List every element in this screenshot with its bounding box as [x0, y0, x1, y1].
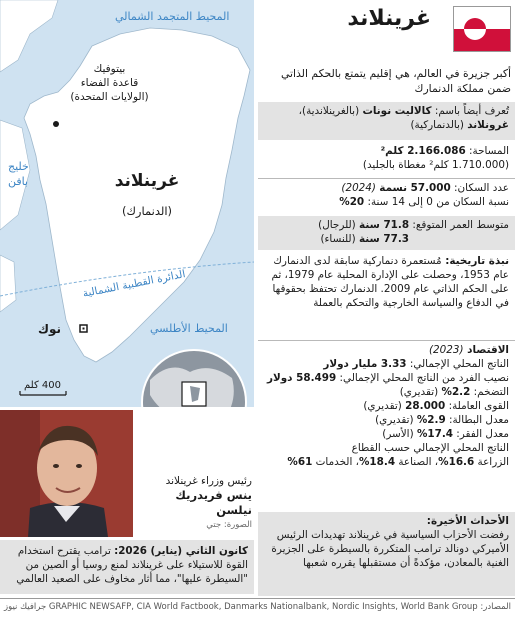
denmark-label: (الدنمارك) — [121, 204, 173, 218]
pop-year: (2024) — [341, 182, 380, 194]
nuuk-label: نوك — [38, 322, 62, 336]
greenland-label: غرينلاند — [114, 171, 180, 191]
agri-value: 16.6% — [438, 456, 475, 468]
unemp-label: معدل البطالة: — [445, 414, 509, 426]
life-women-value: 77.3 سنة — [358, 233, 409, 245]
inflation-note: (تقديري) — [399, 386, 442, 398]
known-as — [258, 102, 515, 140]
economy-year: (2023) — [428, 344, 464, 356]
area-value: 2.166.086 كلم² — [380, 145, 466, 157]
pituffik-line-3: (الولايات المتحدة) — [70, 91, 149, 103]
caption-name: ينس فريدريك نيلسن — [175, 488, 252, 517]
unemp-value: 2.9% — [416, 414, 446, 426]
history-text: مُستعمرة دنماركية سابقة لدى الدنمارك عام 1953، وحصلت على الإدارة المحلية عام 1979، ثم على الحكم الذاتي عام 2009. الدنمارك تحتفظ بحقوقها في الدفاع والسياسة الخارجية والتحكم بالعملة — [271, 255, 509, 309]
inflation-label: التضخم: — [470, 386, 509, 398]
greenland-map — [0, 0, 254, 407]
baffin-bay-label-2: بافن — [8, 175, 29, 188]
labor-value: 28.000 — [405, 400, 446, 412]
life-women-label: (للنساء) — [320, 233, 359, 245]
greenland-flag — [453, 6, 511, 52]
life-men-label: (للرجال) — [318, 219, 360, 231]
history — [258, 252, 515, 336]
area-ice: (1.710.000 كلم² مغطاة بالجليد) — [362, 159, 509, 171]
unemp-note: (تقديري) — [375, 414, 417, 426]
prime-minister-photo — [0, 410, 133, 537]
intro-text: أكبر جزيرة في العالم، هي إقليم يتمتع بالحكم الذاتي ضمن مملكة الدنمارك — [280, 67, 511, 95]
arctic-circle-label: الدائرة القطبية الشمالية — [81, 268, 187, 300]
pituffik-label — [62, 62, 157, 104]
pop-value: 57.000 نسمة — [379, 182, 451, 194]
population — [258, 178, 515, 214]
labor-label: القوى العاملة: — [445, 400, 509, 412]
area — [258, 142, 515, 176]
life-men-value: 71.8 سنة — [359, 219, 410, 231]
agri-label: الزراعة — [474, 456, 509, 468]
life-label: متوسط العمر المتوقع: — [409, 219, 509, 231]
poverty-note: (الأسر) — [382, 428, 417, 440]
caption-role: رئيس وزراء غرينلاند — [165, 475, 252, 487]
footer — [0, 598, 515, 617]
serv-label: ، الخدمات — [312, 456, 359, 468]
ind-value: 18.4% — [359, 456, 396, 468]
gdp-value: 3.33 مليار دولار — [323, 358, 407, 370]
pop-young-value: 20% — [339, 196, 365, 208]
serv-value: 61% — [287, 456, 313, 468]
labor-note: (تقديري) — [363, 400, 406, 412]
sources: المصادر: AFP, CIA World Factbook, Danmarks Nationalbank, Nordic Insights, World Bank Group — [115, 602, 511, 612]
facts-column — [258, 0, 515, 600]
latest-label: الأحداث الأخيرة: — [426, 515, 509, 527]
globe-inset — [142, 350, 246, 407]
known-as-2: (بالغرينلاندية)، — [298, 105, 363, 117]
pop-label: عدد السكان: — [450, 182, 509, 194]
sector-label: الناتج المحلي الإجمالي حسب القطاع — [351, 442, 509, 454]
photo-caption — [137, 474, 252, 530]
life-expectancy — [258, 216, 515, 250]
pituffik-line-2: قاعدة الفضاء — [80, 77, 139, 89]
scale-label: 400 كلم — [24, 380, 61, 391]
known-as-kalaallit: كالاليت نونات — [362, 105, 432, 117]
poverty-label: معدل الفقر: — [453, 428, 509, 440]
note-date: كانون الثاني (يناير) 2026: — [114, 545, 248, 557]
poverty-value: 17.4% — [416, 428, 453, 440]
atlantic-label: المحيط الأطلسي — [150, 322, 228, 335]
pituffik-line-1: بيتوفيك — [93, 63, 126, 75]
latest-text: رفضت الأحزاب السياسية في غرينلاند تهديدات الرئيس الأميركي دونالد ترامب المتكررة بالسيطرة على الجزيرة الغنية بالمعادن، مؤكدةً أن مستقبلها يقرره شعبها — [271, 529, 509, 569]
baffin-bay-label-1: خليج — [8, 160, 29, 173]
economy-label: الاقتصاد — [463, 344, 509, 356]
pop-young-label: نسبة السكان من 0 إلى 14 سنة: — [364, 196, 509, 208]
known-as-gronland: غرونلاند — [467, 119, 509, 131]
inflation-value: 2.2% — [441, 386, 471, 398]
known-as-prefix: تُعرف أيضاً باسم: — [431, 105, 509, 117]
page-title: غرينلاند — [347, 6, 431, 31]
area-label: المساحة: — [465, 145, 509, 157]
history-label: نبذة تاريخية: — [441, 255, 509, 267]
trump-threat-note — [0, 540, 254, 594]
arctic-ocean-label: المحيط المتجمد الشمالي — [115, 10, 230, 23]
economy — [258, 340, 515, 508]
gdp-label: الناتج المحلي الإجمالي: — [406, 358, 509, 370]
ind-label: ، الصناعة — [395, 456, 439, 468]
photo-credit: الصورة: جتي — [206, 520, 252, 530]
latest-events — [258, 512, 515, 596]
known-as-4: (بالدنماركية) — [410, 119, 468, 131]
gdp-pc-value: 58.499 دولار — [266, 372, 337, 384]
gdp-pc-label: نصيب الفرد من الناتج المحلي الإجمالي: — [336, 372, 509, 384]
brand-logo-text: جرافيك نيوز GRAPHIC NEWS — [4, 602, 116, 612]
note-text: ترامب يقترح استخدام القوة للاستيلاء على غرينلاند لمنع روسيا أو الصين من "السيطرة عليها"، مما أثار مخاوف على الصعيد العالمي — [16, 545, 248, 585]
